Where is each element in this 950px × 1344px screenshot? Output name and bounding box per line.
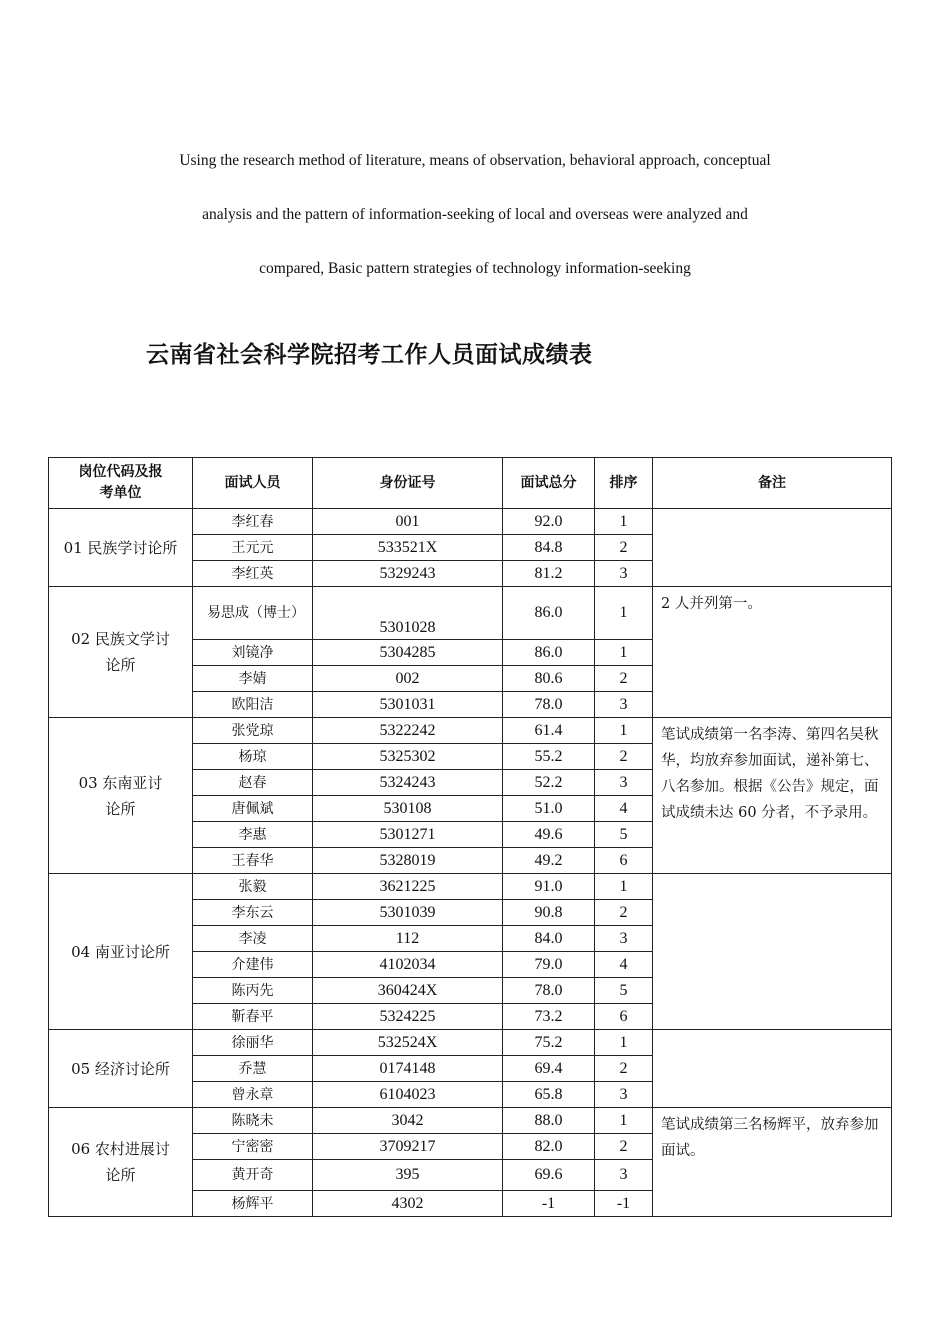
rank-cell: 2: [595, 900, 653, 926]
score-cell: 51.0: [503, 796, 595, 822]
note-cell: 2 人并列第一。: [653, 587, 892, 718]
id-cell: 5325302: [313, 744, 503, 770]
score-cell: 55.2: [503, 744, 595, 770]
dept-cell: 03 东南亚讨论所: [49, 718, 193, 874]
rank-cell: 3: [595, 561, 653, 587]
score-cell: 84.0: [503, 926, 595, 952]
name-cell: 王春华: [193, 848, 313, 874]
table-row: [49, 874, 892, 900]
name-cell: 易思成（博士）: [193, 587, 313, 640]
rank-cell: 1: [595, 1108, 653, 1134]
note-cell: 笔试成绩第一名李涛、第四名吴秋华，均放弃参加面试，递补第七、八名参加。根据《公告》规定，面试成绩未达 60 分者，不予录用。: [653, 718, 892, 874]
note-cell: [653, 874, 892, 1030]
score-cell: 69.6: [503, 1160, 595, 1191]
name-cell: 徐丽华: [193, 1030, 313, 1056]
rank-cell: 2: [595, 1134, 653, 1160]
name-cell: 李婧: [193, 666, 313, 692]
rank-cell: 3: [595, 692, 653, 718]
table-row: [49, 1030, 892, 1056]
abstract-text: [0, 148, 950, 310]
id-cell: 532524X: [313, 1030, 503, 1056]
score-cell: 81.2: [503, 561, 595, 587]
rank-cell: 1: [595, 640, 653, 666]
id-cell: 4102034: [313, 952, 503, 978]
rank-cell: -1: [595, 1191, 653, 1217]
name-cell: 靳春平: [193, 1004, 313, 1030]
rank-cell: 1: [595, 874, 653, 900]
rank-cell: 5: [595, 822, 653, 848]
score-cell: 84.8: [503, 535, 595, 561]
name-cell: 唐佩斌: [193, 796, 313, 822]
page-title: 云南省社会科学院招考工作人员面试成绩表: [146, 342, 593, 368]
table-row: [49, 1108, 892, 1134]
table-row: [49, 587, 892, 640]
name-cell: 赵春: [193, 770, 313, 796]
id-cell: 5301271: [313, 822, 503, 848]
abstract-line: compared, Basic pattern strategies of technology information-seeking: [259, 260, 691, 277]
name-cell: 宁密密: [193, 1134, 313, 1160]
score-cell: 88.0: [503, 1108, 595, 1134]
id-cell: 3709217: [313, 1134, 503, 1160]
score-cell: 91.0: [503, 874, 595, 900]
rank-cell: 1: [595, 718, 653, 744]
rank-cell: 4: [595, 796, 653, 822]
name-cell: 杨辉平: [193, 1191, 313, 1217]
id-cell: 5301031: [313, 692, 503, 718]
dept-cell: 04 南亚讨论所: [49, 874, 193, 1030]
table-header-row: [49, 458, 892, 509]
name-cell: 黄开奇: [193, 1160, 313, 1191]
header-note: 备注: [653, 458, 892, 509]
score-cell: 86.0: [503, 640, 595, 666]
id-cell: 001: [313, 509, 503, 535]
name-cell: 刘镜净: [193, 640, 313, 666]
header-rank: 排序: [595, 458, 653, 509]
name-cell: 李红英: [193, 561, 313, 587]
rank-cell: 6: [595, 1004, 653, 1030]
id-cell: 0174148: [313, 1056, 503, 1082]
score-cell: 92.0: [503, 509, 595, 535]
id-cell: 112: [313, 926, 503, 952]
rank-cell: 2: [595, 744, 653, 770]
dept-cell: 02 民族文学讨论所: [49, 587, 193, 718]
id-cell: 530108: [313, 796, 503, 822]
rank-cell: 3: [595, 926, 653, 952]
name-cell: 李惠: [193, 822, 313, 848]
name-cell: 陈晓未: [193, 1108, 313, 1134]
note-cell: [653, 509, 892, 587]
table-row: [49, 509, 892, 535]
rank-cell: 4: [595, 952, 653, 978]
id-cell: 5328019: [313, 848, 503, 874]
score-cell: 61.4: [503, 718, 595, 744]
name-cell: 张毅: [193, 874, 313, 900]
id-cell: 3042: [313, 1108, 503, 1134]
id-cell: 3621225: [313, 874, 503, 900]
score-cell: 79.0: [503, 952, 595, 978]
id-cell: 5324225: [313, 1004, 503, 1030]
dept-cell: 05 经济讨论所: [49, 1030, 193, 1108]
id-cell: 360424X: [313, 978, 503, 1004]
id-cell: 5304285: [313, 640, 503, 666]
rank-cell: 1: [595, 509, 653, 535]
table-row: [49, 718, 892, 744]
abstract-line: Using the research method of literature, means of observation, behavioral approach, conceptual: [179, 152, 771, 169]
score-cell: 69.4: [503, 1056, 595, 1082]
header-id: 身份证号: [313, 458, 503, 509]
dept-cell: 01 民族学讨论所: [49, 509, 193, 587]
score-cell: 78.0: [503, 692, 595, 718]
id-cell: 5329243: [313, 561, 503, 587]
id-cell: 6104023: [313, 1082, 503, 1108]
note-cell: [653, 1030, 892, 1108]
rank-cell: 5: [595, 978, 653, 1004]
name-cell: 杨琼: [193, 744, 313, 770]
name-cell: 张党琼: [193, 718, 313, 744]
name-cell: 曾永章: [193, 1082, 313, 1108]
rank-cell: 6: [595, 848, 653, 874]
score-cell: 90.8: [503, 900, 595, 926]
id-cell: 4302: [313, 1191, 503, 1217]
name-cell: 李凌: [193, 926, 313, 952]
score-cell: 52.2: [503, 770, 595, 796]
id-cell: 5322242: [313, 718, 503, 744]
score-cell: 65.8: [503, 1082, 595, 1108]
id-cell: 395: [313, 1160, 503, 1191]
rank-cell: 1: [595, 1030, 653, 1056]
note-cell: 笔试成绩第三名杨辉平，放弃参加面试。: [653, 1108, 892, 1217]
score-cell: 49.2: [503, 848, 595, 874]
score-cell: 78.0: [503, 978, 595, 1004]
score-cell: 75.2: [503, 1030, 595, 1056]
score-cell: 82.0: [503, 1134, 595, 1160]
name-cell: 欧阳洁: [193, 692, 313, 718]
name-cell: 王元元: [193, 535, 313, 561]
score-cell: -1: [503, 1191, 595, 1217]
interview-score-table: [48, 457, 892, 1217]
id-cell: 002: [313, 666, 503, 692]
score-cell: 80.6: [503, 666, 595, 692]
header-score: 面试总分: [503, 458, 595, 509]
name-cell: 李东云: [193, 900, 313, 926]
score-cell: 86.0: [503, 587, 595, 640]
abstract-line: analysis and the pattern of information-seeking of local and overseas were analyzed and: [202, 206, 748, 223]
rank-cell: 3: [595, 1082, 653, 1108]
rank-cell: 3: [595, 1160, 653, 1191]
dept-cell: 06 农村进展讨论所: [49, 1108, 193, 1217]
name-cell: 李红春: [193, 509, 313, 535]
score-cell: 73.2: [503, 1004, 595, 1030]
name-cell: 陈丙先: [193, 978, 313, 1004]
name-cell: 乔慧: [193, 1056, 313, 1082]
id-cell: 5301039: [313, 900, 503, 926]
id-cell: 5324243: [313, 770, 503, 796]
header-dept: 岗位代码及报考单位: [49, 458, 193, 509]
score-cell: 49.6: [503, 822, 595, 848]
id-cell: 533521X: [313, 535, 503, 561]
rank-cell: 1: [595, 587, 653, 640]
header-name: 面试人员: [193, 458, 313, 509]
id-cell: 5301028: [313, 587, 503, 640]
rank-cell: 3: [595, 770, 653, 796]
rank-cell: 2: [595, 666, 653, 692]
rank-cell: 2: [595, 535, 653, 561]
rank-cell: 2: [595, 1056, 653, 1082]
name-cell: 介建伟: [193, 952, 313, 978]
